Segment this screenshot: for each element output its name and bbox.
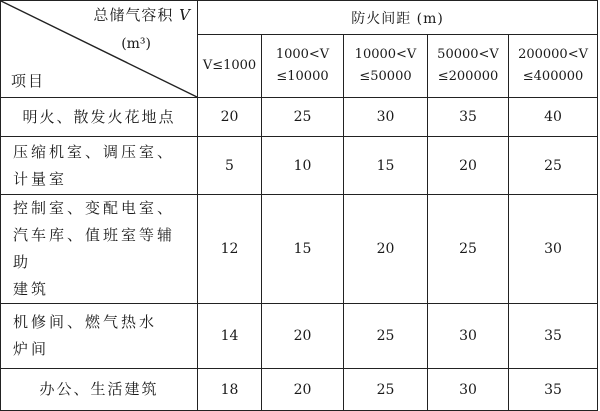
row-label-cell	[1, 369, 198, 411]
range-header-line: 1000<V	[275, 47, 330, 62]
range-header-3	[344, 35, 428, 98]
range-header-line: 50000<V	[437, 47, 499, 62]
table-row	[1, 369, 598, 411]
distance-value-cell: 18	[198, 369, 262, 411]
distance-value-cell: 20	[262, 304, 344, 369]
row-label-cell	[1, 195, 198, 304]
row-label-line: 压缩机室、调压室、	[13, 142, 176, 161]
distance-value-cell: 15	[344, 137, 428, 195]
row-label-line: 办公、生活建筑	[39, 380, 159, 398]
row-label-line: 汽车库、值班室等辅助	[13, 226, 176, 271]
row-label-cell	[1, 137, 198, 195]
distance-value-cell: 35	[428, 98, 509, 137]
range-header-5	[509, 35, 598, 98]
distance-value-cell: 5	[198, 137, 262, 195]
distance-value-cell: 20	[262, 369, 344, 411]
distance-value-cell: 25	[428, 195, 509, 304]
row-label-line: 炉间	[13, 340, 50, 358]
row-label-cell	[1, 304, 198, 369]
fire-distance-title: 防火间距 (m)	[198, 1, 598, 35]
distance-value-cell: 12	[198, 195, 262, 304]
range-header-2	[262, 35, 344, 98]
distance-value-cell: 30	[428, 369, 509, 411]
storage-volume-unit: (m³)	[121, 36, 151, 52]
distance-value-cell: 35	[509, 304, 598, 369]
distance-value-cell: 40	[509, 98, 598, 137]
range-header-line: 200000<V	[518, 47, 588, 62]
distance-value-cell: 30	[428, 304, 509, 369]
distance-value-cell: 30	[509, 195, 598, 304]
table-row	[1, 137, 598, 195]
distance-value-cell: 25	[262, 98, 344, 137]
row-label-line: 控制室、变配电室、	[13, 199, 176, 217]
distance-value-cell: 25	[344, 369, 428, 411]
item-column-label: 项目	[11, 72, 46, 90]
range-header-line: ≤200000	[437, 69, 499, 84]
distance-value-cell: 14	[198, 304, 262, 369]
row-label-line: 机修间、燃气热水	[13, 313, 158, 331]
distance-value-cell: 25	[509, 137, 598, 195]
distance-value-cell: 25	[344, 304, 428, 369]
row-label-cell	[1, 98, 198, 137]
range-header-line: 10000<V	[354, 47, 417, 62]
table-row	[1, 98, 598, 137]
row-label-line: 建筑	[13, 280, 50, 298]
distance-value-cell: 15	[262, 195, 344, 304]
range-header-line: ≤10000	[276, 69, 329, 84]
row-label-line: 计量室	[13, 169, 68, 188]
range-header-1	[198, 35, 262, 98]
range-header-line: V≤1000	[202, 58, 257, 73]
distance-value-cell: 35	[509, 369, 598, 411]
storage-volume-label: 总储气容积 V	[93, 6, 191, 24]
distance-value-cell: 20	[198, 98, 262, 137]
distance-value-cell: 20	[428, 137, 509, 195]
row-label-line: 明火、散发火花地点	[22, 107, 176, 126]
distance-value-cell: 20	[344, 195, 428, 304]
distance-value-cell: 30	[344, 98, 428, 137]
range-header-line: ≤400000	[522, 69, 584, 84]
distance-value-cell: 10	[262, 137, 344, 195]
table-row	[1, 304, 598, 369]
range-header-line: ≤50000	[359, 69, 412, 84]
range-header-4	[428, 35, 509, 98]
corner-header-cell	[1, 1, 198, 98]
table-row	[1, 195, 598, 304]
